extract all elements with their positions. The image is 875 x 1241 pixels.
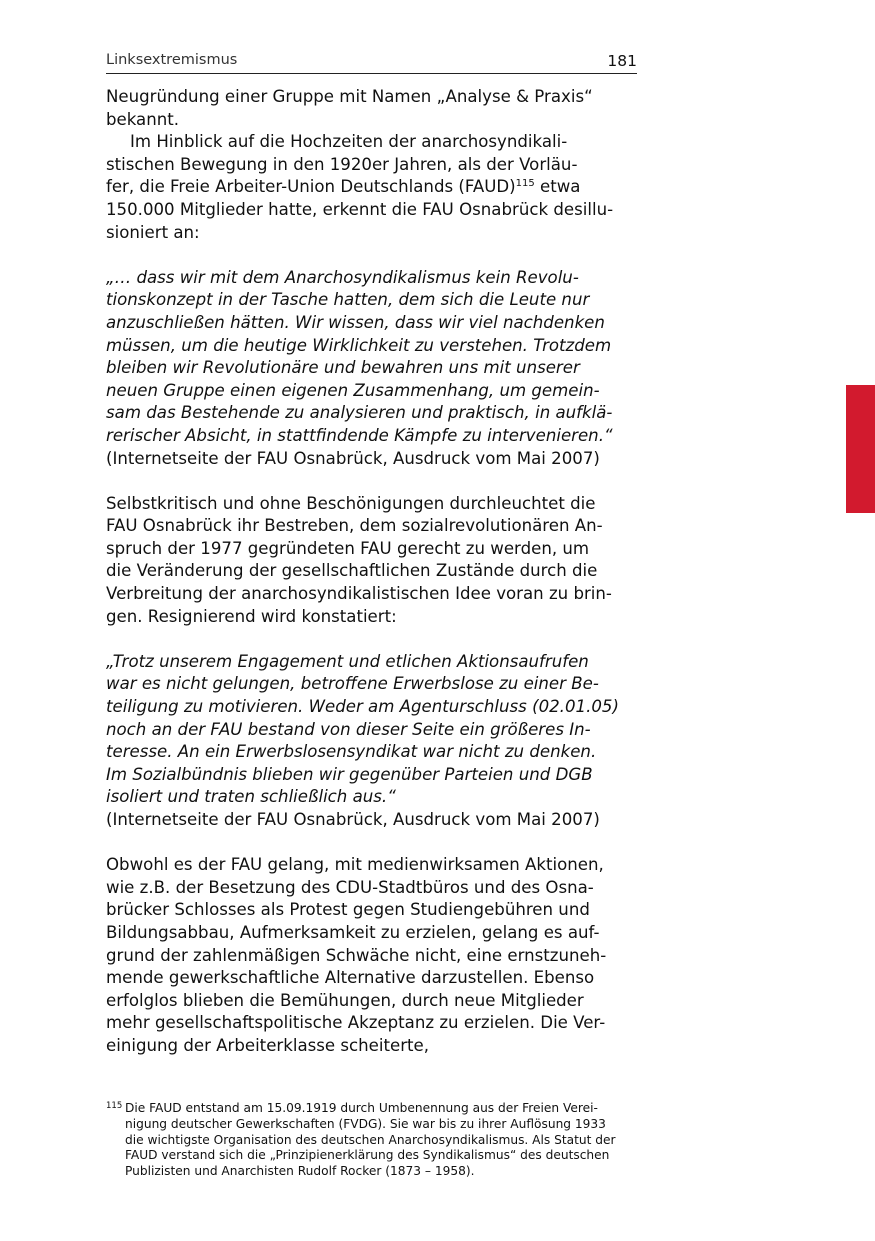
text-line: Verbreitung der anarchosyndikalistischen Idee voran zu brin- <box>106 584 612 604</box>
footnote-line: Publizisten und Anarchisten Rudolf Rocker (1873 – 1958). <box>125 1164 475 1179</box>
text-line: mende gewerkschaftliche Alternative darzustellen. Ebenso <box>106 968 595 988</box>
quote-line: „… dass wir mit dem Anarchosyndikalismus kein Revolu- <box>106 267 579 287</box>
text-line: brücker Schlosses als Protest gegen Studiengebühren und <box>106 900 590 920</box>
text-line: fer, die Freie Arbeiter-Union Deutschlands (FAUD)$^{115}$ etwa <box>106 177 581 197</box>
text-line: wie z.B. der Besetzung des CDU-Stadtbüros und des Osna- <box>106 877 594 897</box>
text-line: einigung der Arbeiterklasse scheiterte, <box>106 1035 430 1055</box>
quote-line: rerischer Absicht, in stattfindende Kämpfe zu intervenieren.“ <box>106 425 613 445</box>
footnote-reference: 115 <box>515 178 535 190</box>
running-header <box>106 51 637 74</box>
text-line: erfolglos blieben die Bemühungen, durch neue Mitglieder <box>106 990 584 1010</box>
text-line: stischen Bewegung in den 1920er Jahren, als der Vorläu- <box>106 154 578 174</box>
main-text <box>106 86 639 1058</box>
quote-line: teiligung zu motivieren. Weder am Agenturschluss (02.01.05) <box>106 697 619 717</box>
text-line: grund der zahlenmäßigen Schwäche nicht, eine ernstzuneh- <box>106 945 607 965</box>
text-line: sioniert an: <box>106 222 200 242</box>
quote-line: müssen, um die heutige Wirklichkeit zu verstehen. Trotzdem <box>106 335 612 355</box>
chapter-marker-tab <box>846 385 875 513</box>
text-line: spruch der 1977 gegründeten FAU gerecht zu werden, um <box>106 538 590 558</box>
text-line: Neugründung einer Gruppe mit Namen „Analyse & Praxis“ <box>106 87 593 106</box>
text-line: Bildungsabbau, Aufmerksamkeit zu erzielen, gelang es auf- <box>106 922 600 942</box>
quote-line: „Trotz unserem Engagement und etlichen Aktionsaufrufen <box>106 651 589 671</box>
text-line: die Veränderung der gesellschaftlichen Zustände durch die <box>106 561 598 581</box>
quote-line: isoliert und traten schließlich aus.“ <box>106 787 396 807</box>
text-line: bekannt. <box>106 109 180 129</box>
page-number: 181 <box>607 52 637 70</box>
text-line: gen. Resignierend wird konstatiert: <box>106 606 397 626</box>
quote-source: (Internetseite der FAU Osnabrück, Ausdruck vom Mai 2007) <box>106 448 600 468</box>
text-line: mehr gesellschaftspolitische Akzeptanz zu erzielen. Die Ver- <box>106 1013 606 1033</box>
quote-line: teresse. An ein Erwerbslosensyndikat war nicht zu denken. <box>106 742 597 762</box>
quote-line: neuen Gruppe einen eigenen Zusammenhang, um gemein- <box>106 380 600 400</box>
footnote-line: Die FAUD entstand am 15.09.1919 durch Umbenennung aus der Freien Verei- <box>125 1101 598 1115</box>
quote-line: sam das Bestehende zu analysieren und praktisch, in aufklä- <box>106 403 613 423</box>
footnote <box>106 1101 639 1180</box>
text-line: Selbstkritisch und ohne Beschönigungen durchleuchtet die <box>106 493 596 513</box>
footnote-line: nigung deutscher Gewerkschaften (FVDG). Sie war bis zu ihrer Auflösung 1933 <box>125 1116 606 1131</box>
footnote-number: 115 <box>106 1101 123 1111</box>
header-title: Linksextremismus <box>106 52 238 68</box>
quote-line: war es nicht gelungen, betroffene Erwerbslose zu einer Be- <box>106 674 599 694</box>
text-line: Obwohl es der FAU gelang, mit medienwirksamen Aktionen, <box>106 855 604 875</box>
quote-line: anzuschließen hätten. Wir wissen, dass wir viel nachdenken <box>106 312 605 332</box>
quote-line: bleiben wir Revolutionäre und bewahren uns mit unserer <box>106 358 580 378</box>
quote-line: Im Sozialbündnis blieben wir gegenüber Parteien und DGB <box>106 764 593 784</box>
quote-line: noch an der FAU bestand von dieser Seite ein größeres In- <box>106 719 591 739</box>
quote-line: tionskonzept in der Tasche hatten, dem sich die Leute nur <box>106 290 590 310</box>
text-line: 150.000 Mitglieder hatte, erkennt die FAU Osnabrück desillu- <box>106 199 614 219</box>
text-line: Im Hinblick auf die Hochzeiten der anarchosyndikali- <box>130 132 568 152</box>
quote-source: (Internetseite der FAU Osnabrück, Ausdruck vom Mai 2007) <box>106 810 600 829</box>
footnote-line: die wichtigste Organisation des deutschen Anarchosyndikalismus. Als Statut der <box>125 1132 616 1147</box>
text-line: FAU Osnabrück ihr Bestreben, dem sozialrevolutionären An- <box>106 516 603 536</box>
footnote-line: FAUD verstand sich die „Prinzipienerklärung des Syndikalismus“ des deutschen <box>125 1148 610 1163</box>
